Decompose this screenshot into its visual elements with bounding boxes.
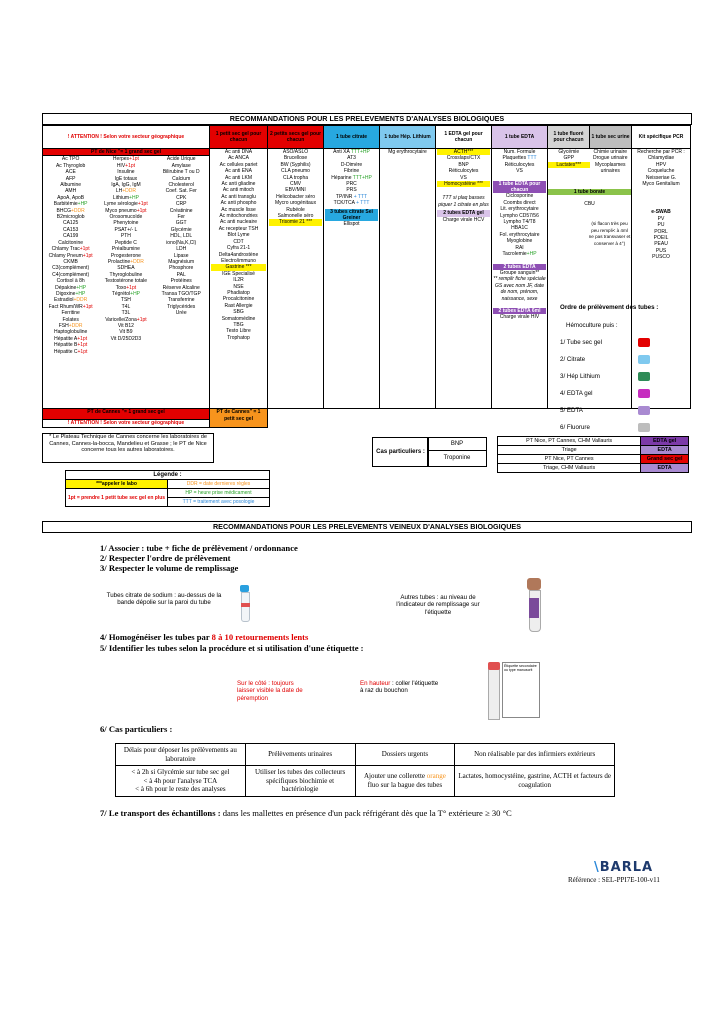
analyse-item: Magnésium (168, 258, 195, 265)
analyse-item: Tégrétol+HP (111, 290, 141, 297)
analyse-item: Testo Libre (226, 328, 251, 335)
ordre-item: 3/ Hép Lithium (560, 368, 688, 385)
analyse-item: IL2R (233, 277, 244, 284)
analyse-item: Vit D/25D2D3 (110, 335, 142, 342)
analyse-item: TP/INR + TTT (335, 193, 368, 200)
analyse-item: Anti XA TTT+HP (333, 149, 370, 155)
analyse-item: Somatomédine (221, 315, 256, 322)
analyse-item: Crosslaps/CTX (446, 155, 481, 162)
analyse-item: Lipase (173, 252, 189, 259)
analyse-item: Testostérone totale (104, 278, 148, 285)
analyse-item: AFP (65, 175, 76, 182)
col-hep-lithium (380, 149, 436, 409)
header-hep-lithium: 1 tube Hép. Lithium (380, 126, 436, 149)
note-autres: Autres tubes : au niveau de l'indicateur de remplissage sur l'étiquette (396, 594, 480, 616)
analyse-item: HDL, LDL (170, 233, 193, 240)
cas-urgents: Ajouter une collerette orange fluo sur la bague des tubes (355, 766, 455, 797)
analyse-item: PTH (120, 233, 131, 240)
analyse-item: Fibrine (343, 168, 360, 175)
analyse-item: IGE Specialisé (222, 270, 255, 277)
step-2: 2/ Respecter l'ordre de prélèvement (100, 553, 231, 563)
analyse-item: CA153 (62, 226, 79, 233)
cbu: CBU (584, 201, 595, 208)
analyse-item: Créatinine (169, 207, 193, 214)
analyse-item: Herpes+1pt (112, 156, 139, 163)
cas-header-delais: Délais pour déposer les prélèvements au laboratoire (116, 744, 246, 766)
analyse-item: Calcitonine (58, 239, 84, 246)
analyse-item: Delta4androstène (218, 251, 259, 258)
step-3: 3/ Respecter le volume de remplissage (100, 563, 239, 573)
analyse-item: C3(complément) (52, 265, 90, 272)
note-citrate: Tubes citrate de sodium : au-dessus de la bande dépolie sur la paroi du tube (106, 592, 222, 607)
analyse-item: EBV/MNI (285, 187, 306, 194)
analyse-item: Ac anti DNA (224, 149, 253, 155)
col-2-sec-gel (268, 149, 324, 409)
analyse-item: Chlamy Pneum+1pt (48, 252, 93, 259)
cas-lieu: Triage, CHM Vallauris (498, 464, 641, 473)
analyse-item: PUS (655, 247, 667, 254)
analyse-item: Protéines (170, 278, 192, 285)
analyse-item: Vit B9 (119, 329, 133, 336)
analyse-item: T4L (121, 303, 131, 310)
header-sec-gel: 1 petit sec gel pour chacun (210, 126, 268, 149)
analyse-item: Réticulocytes (448, 168, 479, 175)
barla-logo: \BARLA (594, 860, 654, 875)
analyse-item: Ferritine (61, 310, 80, 317)
analyse-item: Varicelle/Zona+1pt (105, 316, 147, 323)
analyse-item: SBG (233, 309, 244, 316)
analyse-item: D-Dimère (340, 161, 363, 168)
analyse-item: PAL (176, 271, 186, 278)
cas-header-urinaires: Prélèvements urinaires (245, 744, 355, 766)
analyse-item: Ac ANCA (228, 155, 249, 162)
reference: Référence : SEL-PPI7E-100-v11 (568, 876, 660, 884)
analyse-item: GPP (563, 155, 575, 162)
cas-troponine: Troponine (427, 450, 487, 467)
tube-icon (638, 406, 650, 415)
ordre-item: 2/ Citrate (560, 351, 688, 368)
analyse-item: Barbitémie+HP (53, 201, 88, 208)
analyse-item: Acide Urique (166, 156, 196, 163)
attention-header: ! ATTENTION ! Selon votre secteur géographique (43, 126, 210, 149)
analyse-item: Salmonelle séro (277, 213, 314, 220)
step-4-highlight: 8 à 10 retournements lents (211, 632, 309, 642)
analyse-item: Mycoplasmes urinaires (594, 161, 626, 175)
analyse-item: Réserve Alcaline (162, 284, 200, 291)
step-1: 1/ Associer : tube + fiche de prélèvement / ordonnance (100, 543, 298, 553)
analyse-item: Charge virale HIV (499, 314, 540, 321)
analyse-item: Electro/immuno (221, 257, 256, 264)
analyse-item: Homocystéine *** (437, 181, 490, 187)
analyse-item: Toxo+1pt (115, 284, 137, 291)
analyse-item: Amylase (171, 162, 191, 169)
header-citrate: 1 tube citrate (324, 126, 380, 149)
analyse-item: Ac recepteur TSH (218, 225, 259, 232)
legende-ttt: TTT = traitement avec posologie (168, 498, 270, 507)
analyse-item: VS (460, 174, 467, 181)
step-7: 7/ Le transport des échantillons : dans les mallettes en présence d'un pack réfrigérant dès que la T° extérieure ≥ 30 °C (100, 808, 512, 818)
col-edta-gel (436, 149, 492, 409)
analyse-item: NSE (233, 283, 244, 290)
analyse-item: Trophatop (227, 334, 250, 341)
analyse-item: Recherche par PCR : (637, 149, 685, 155)
analyse-item: CPK (176, 194, 187, 201)
header-edta: 1 tube EDTA (492, 126, 548, 149)
analyse-item: CKMB (63, 258, 78, 265)
analyse-item: BW (Syphilis) (280, 161, 311, 168)
analyse-item: Hépatite B+1pt (54, 342, 88, 349)
analyse-item: Ac TPO (61, 156, 80, 163)
cas-tube: EDTA (641, 446, 689, 455)
cas-rows (497, 436, 689, 473)
analyse-item: TBG (233, 321, 244, 328)
analyse-item: Ac anti mitoch (222, 187, 255, 194)
pt-nice-list (43, 156, 210, 409)
analyse-item: Rubéole (286, 206, 305, 213)
analyse-item: Myco pneumo+1pt (105, 207, 147, 214)
analyse-item: Helicobacter séro (276, 193, 315, 200)
analyse-item: Lyme sérologie+1pt (104, 201, 148, 208)
note-cote: Sur le côté : toujours laisser visible la date de péremption (237, 680, 303, 702)
analyse-item: Haptoglobuline (53, 329, 88, 336)
analyse-item: Ac anti gliadine (221, 181, 256, 188)
analyse-item: HIV+1pt (116, 162, 136, 169)
analyse-item: Cyfra 21-1 (226, 245, 251, 252)
analyse-item: ASO/ASLO (282, 149, 309, 155)
ordre-item: 1/ Tube sec gel (560, 334, 688, 351)
cas-table (115, 743, 615, 797)
pt-cannes: PT de Cannes "= 1 grand sec gel (43, 409, 210, 420)
analyse-item: Hépatite C+1pt (53, 348, 88, 355)
analyse-item: HPV (655, 161, 667, 168)
edta-gel-2-header: 2 tubes EDTA gel (437, 210, 490, 216)
cas-lieu: PT Nice, PT Cannes (498, 455, 641, 464)
note-hauteur: En hauteur : coller l'étiquette à raz du bouchon (360, 680, 439, 695)
analyse-item: Thyroglobuline (109, 271, 143, 278)
tube-autres-image (527, 578, 541, 630)
analyse-item: Ac Thyroglob (55, 162, 86, 169)
header-urine: 1 tube sec urine (590, 126, 632, 149)
analyse-item: BNP (458, 161, 469, 168)
analyse-item: Ac mitochondries (219, 213, 258, 220)
analyse-item: Phenytoine (113, 220, 139, 227)
analyse-item: Charge virale HCV (442, 216, 485, 223)
analyse-item: Lactates*** (548, 162, 590, 168)
analyse-item: Gastrine *** (211, 264, 266, 270)
attention-bottom: ! ATTENTION ! Selon votre secteur géographique (43, 420, 210, 427)
analyse-item: Triglycérides (167, 303, 196, 310)
analyse-item: CRP (175, 201, 187, 208)
analyse-item: IgA, IgG, IgM (111, 182, 141, 189)
pt-nice: PT de Nice "= 1 grand sec gel (43, 149, 210, 156)
analyse-item: Ellispot (343, 221, 360, 228)
analyse-item: PRC (346, 181, 357, 188)
analyse-item: Brucellose (283, 155, 308, 162)
title-analyses: RECOMMANDATIONS POUR LES PRELEVEMENTS D'ANALYSES BIOLOGIQUES (42, 113, 692, 125)
title-veineux: RECOMMANDATIONS POUR LES PRELEVEMENTS VEINEUX D'ANALYSES BIOLOGIQUES (42, 521, 692, 533)
analyse-item: Neisseriae G. (645, 174, 677, 181)
edta-chacun-header: 1 tube EDTA pour chacun (493, 181, 546, 194)
analyse-item: Ac anti ENA (225, 168, 252, 175)
analyse-item: Groupe sanguin** (499, 269, 540, 276)
tube-icon (638, 423, 650, 432)
analyse-item: PRS (346, 187, 357, 194)
edta-2-header: 2 tubes EDTA (493, 264, 546, 270)
analyse-item: Transa TGO/TGP (161, 290, 201, 297)
analyse-item: Ac anti phospho (220, 200, 257, 207)
header-edta-gel: 1 EDTA gel pour chacun (436, 126, 492, 149)
analyse-item: Orosomucoïde (109, 214, 143, 221)
analyse-item: PU (657, 222, 665, 229)
analyse-item: T3L (121, 310, 131, 317)
header-pcr: Kit spécifique PCR (632, 126, 691, 149)
analyse-item: AMH (65, 188, 77, 195)
analyse-item: TCK/TCA + TTT (333, 200, 370, 207)
analyse-item: Rast Allergie (224, 302, 253, 309)
cas-tube: Grand sec gel (641, 455, 689, 464)
analyse-item: CLA tropha (283, 174, 309, 181)
analyse-item: Insuline (117, 169, 135, 176)
analyse-item: Coef. Sat. Fer (165, 188, 197, 195)
analyse-item: Blot Lyme (227, 232, 250, 239)
analyse-item: Ac anti LKM (225, 174, 252, 181)
tube-icon (638, 389, 650, 398)
analyse-item: PORL (654, 228, 668, 235)
legende-hp: HP = heure prise médicament (168, 489, 270, 498)
analyse-item: iono(Na,K,Cl) (166, 239, 197, 246)
header-fluore: 1 tube fluoré pour chacun (548, 126, 590, 149)
analyse-item: Glycémie (170, 226, 192, 233)
step-6: 6/ Cas particuliers : (100, 724, 173, 734)
analyse-item: PUSCO (652, 254, 670, 261)
ordre-item: Hémoculture puis : (566, 322, 618, 329)
analyse-item: Glycémie (558, 149, 580, 155)
analyse-item: Myco Genitalium (642, 181, 680, 188)
cas-tube: EDTA gel (641, 437, 689, 446)
analyse-item: Héparine TTT+HP (331, 174, 372, 181)
cas-non-real: Lactates, homocystéine, gastrine, ACTH et facteurs de coagulation (455, 766, 615, 797)
legende-ddr: DDR = date dernieres règles (168, 480, 270, 489)
analyse-item: Cholesterol (168, 182, 194, 189)
edta-6ml-header: 2 tubes EDTA 6ml (493, 308, 546, 314)
analyse-item: CA199 (62, 233, 79, 240)
header-2-sec-gel: 2 petits secs gel pour chacun (268, 126, 324, 149)
analyse-item: Phadiatop (227, 289, 250, 296)
analyse-item: Drogue urinaire (593, 155, 628, 162)
analyse-item: Albumine (60, 182, 82, 189)
analyse-item: Chlamydiae (647, 155, 675, 162)
ordre-panel (560, 304, 688, 436)
legende-labo: ***appeler le labo (66, 480, 168, 489)
mg-erythro: Mg erythrocytaire (388, 149, 427, 155)
analyse-item: Ac cellules pariet (219, 161, 258, 168)
analyse-item: Lithium+HP (112, 194, 139, 201)
analyse-item: PV (657, 215, 665, 222)
analyse-item: Vit B12 (117, 322, 134, 329)
borate-header: 1 tube borate (548, 189, 631, 195)
analyse-item: Cortisol à 8h (56, 278, 85, 285)
tube-icon (638, 338, 650, 347)
analyse-item: Bilirubine T ou D (162, 169, 200, 176)
tube-citrate-image (240, 585, 249, 621)
ordre-item: 4/ EDTA gel (560, 385, 688, 402)
analyse-item: Digoxine+HP (55, 290, 86, 297)
ordre-item: 6/ Fluorure (560, 419, 688, 436)
analyse-item: TSH (120, 297, 131, 304)
analyse-item: FSH+DDR (58, 322, 83, 329)
cas-tube: EDTA (641, 464, 689, 473)
cas-lieu: PT Nice, PT Cannes, CHM Vallauris (498, 437, 641, 446)
ordre-item: 5/ EDTA (560, 402, 688, 419)
analyse-item: B2microglob (56, 214, 85, 221)
analyse-item: PEAU (654, 241, 668, 248)
pt-cannes-right: PT de Cannes" = 1 petit sec gel (210, 409, 268, 427)
analyse-item: ACTH*** (437, 149, 490, 155)
analyse-item: Hépatite A+1pt (54, 335, 88, 342)
analyse-item: LDH (176, 246, 187, 253)
analyse-item: ACE (65, 169, 76, 176)
analyse-item: PSAT+/- L (114, 226, 138, 233)
analyse-item: Urée (175, 310, 187, 317)
citrate-greiner-header: 3 tubes citrate Sei Greiner (325, 209, 378, 222)
note-plateau: * Le Plateau Technique de Cannes concerne les laboratoires de Cannes, Cannes-la-bocca, Mandelieu et Grasse ; le PT de Nice concerne tous les autres laboratoires. (42, 433, 214, 463)
analyse-item: ApoA, ApoB (57, 194, 85, 201)
analyse-item: LH+DDR (115, 188, 136, 195)
analyse-item: Trisomie 21 *** (269, 219, 322, 225)
analyse-item: Dépakine+HP (55, 284, 87, 291)
analyse-item: Chimie urinaire (593, 149, 628, 155)
analyse-item: Prolactine+DDR (107, 258, 144, 265)
analyse-item: CDT (233, 238, 244, 245)
analyse-item: CLA pneumo (281, 168, 310, 175)
analyse-item: Progesterone (110, 252, 141, 259)
tube-icon (638, 355, 650, 364)
analyse-item: Folates (62, 316, 79, 323)
note-hauteur-label: En hauteur (360, 680, 391, 687)
analyse-item: IgE totaux (114, 175, 138, 182)
step-5: 5/ Identifier les tubes selon la procédure et si utilisation d'une étiquette : (100, 643, 364, 653)
analyse-item: POEIL (653, 235, 669, 242)
cas-bnp: BNP (427, 437, 487, 451)
analyse-item: Préalbumine (111, 246, 140, 253)
col-sec-gel (210, 149, 268, 409)
cas-header-urgents: Dossiers urgents (355, 744, 455, 766)
analyse-item: Estradiol+DDR (54, 297, 88, 304)
analyse-item: Mycro urogénitaux (274, 200, 317, 207)
legende-title: Légende : (66, 471, 270, 480)
analyse-item: AT3 (347, 155, 356, 162)
legende (65, 470, 270, 507)
col-edta: Num. Formule Plaquettes TTT Réticulocytes VS 1 tube EDTA pour chacun Ciclosporine Coombs direct Lit. erythrocytaire Lympho CD57/56 Lympho T4/T8 HBA1C Fol. erythrocytaire Myoglobine RAI Tacrolemie+HP 2 tubes EDTA Groupe sanguin** ** remplir fiche spéciale GS avec nom JF, date de nom, prénom, naissance, sexe 2 tubes EDTA 6ml Charge virale HIV (492, 149, 548, 409)
tube-icon (638, 372, 650, 381)
analyse-item: Chlamy Trac+1pt (51, 246, 90, 253)
legende-1pt: 1pt = prendre 1 petit tube sec gel en plus (66, 489, 168, 507)
analyse-item: Phosphore (169, 265, 194, 272)
label-image: Étiquette secondaire ou type manuscrit (488, 662, 540, 722)
analyse-item: ** remplir fiche spéciale GS avec nom JF, date de nom, prénom, naissance, sexe (493, 276, 546, 302)
analyse-item: CA125 (62, 220, 79, 227)
cbu-note: (si flacon très peu peu rempli< à 4ml ne pas transvaser et conserver à 4°) (588, 221, 631, 246)
step-4: 4/ Homogénéiser les tubes par 8 à 10 retournements lents (100, 632, 309, 642)
analyse-item: C4(complément) (52, 271, 90, 278)
analyse-item: Fact Rhum/WR+1pt (48, 303, 93, 310)
analyse-item: Procalcitonine (222, 296, 255, 303)
analyse-item: Calcium (172, 175, 191, 182)
analyse-item: Coqueluche (647, 168, 675, 175)
analyse-item: GGT (175, 220, 187, 227)
analyse-item: Ac anti nucleaire (220, 219, 257, 226)
eswab-header: e-SWAB (651, 209, 671, 216)
analyse-item: CMV (289, 181, 302, 188)
ordre-title: Ordre de prélèvement des tubes : (560, 304, 659, 311)
analyse-item: Transferrine (167, 297, 195, 304)
analyse-item: TTT si plaq basses piquer 1 citrate en plus (438, 195, 489, 208)
cas-delais: < à 2h si Glycémie sur tube sec gel < à 4h pour l'analyse TCA < à 6h pour le reste des analyses (116, 766, 246, 797)
cas-label: Cas particuliers : (372, 437, 429, 467)
analyse-item: Peptide C (114, 239, 137, 246)
col-citrate (324, 149, 380, 409)
analyse-item: BHCG+DDR (56, 207, 85, 214)
analyse-item: Fer (177, 214, 185, 221)
analyse-item: Ac muscle lisse (221, 206, 256, 213)
analyse-item: Ac anti transglu (221, 193, 256, 200)
cas-urinaires: Utiliser les tubes des collecteurs spécifiques biochimie et bactériologie (245, 766, 355, 797)
cas-lieu: Triage (498, 446, 641, 455)
analyse-item: SDHEA (117, 265, 135, 272)
cas-header-non-real: Non réalisable par des infirmiers extérieurs (455, 744, 615, 766)
